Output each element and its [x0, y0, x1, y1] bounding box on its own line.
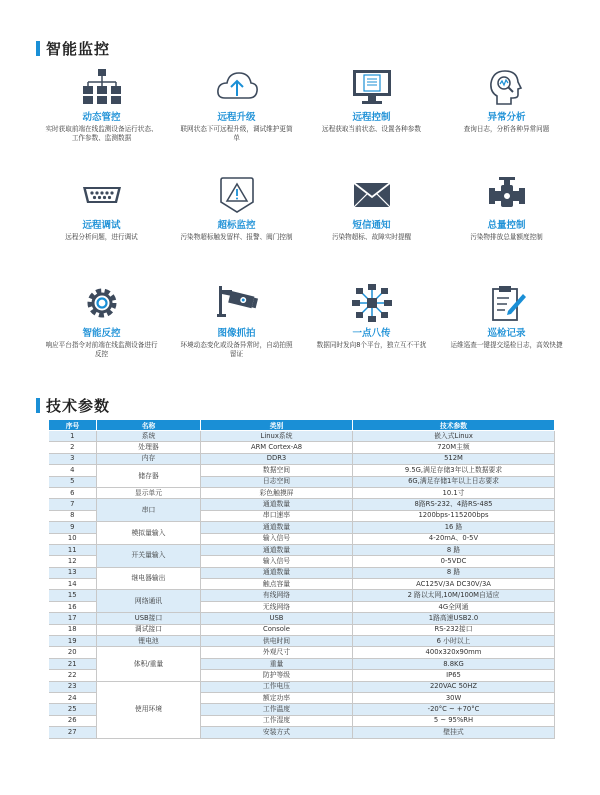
cell-no: 7	[49, 499, 97, 510]
monitor-document-icon	[346, 68, 398, 106]
cell-no: 27	[49, 727, 97, 738]
network-icon	[346, 284, 398, 322]
cell-value: 8 路	[353, 544, 555, 555]
cell-category: 输入信号	[201, 556, 353, 567]
table-row	[49, 431, 555, 442]
cell-category: 触点容量	[201, 579, 353, 590]
cell-category: 工作电压	[201, 681, 353, 692]
cell-category: 工作温度	[201, 704, 353, 715]
cell-name: 系统	[97, 431, 201, 442]
cell-name: 继电器输出	[97, 567, 201, 590]
cell-value: 220VAC 50HZ	[353, 681, 555, 692]
cell-name: USB接口	[97, 613, 201, 624]
cell-category: Linux系统	[201, 431, 353, 442]
cell-category: 彩色触摸屏	[201, 487, 353, 498]
feature-item	[169, 284, 304, 392]
cell-value: 16 路	[353, 522, 555, 533]
cell-category: 有线网络	[201, 590, 353, 601]
cell-value: 400x320x90mm	[353, 647, 555, 658]
feature-item	[169, 176, 304, 284]
feature-item	[34, 284, 169, 392]
feature-desc: 运维巡查一键提交巡检日志，高效快捷	[450, 341, 563, 349]
cell-no: 25	[49, 704, 97, 715]
cell-value: -20°C ~ +70°C	[353, 704, 555, 715]
cell-no: 1	[49, 431, 97, 442]
cell-no: 3	[49, 453, 97, 464]
table-row	[49, 499, 555, 510]
head-analysis-icon	[481, 68, 533, 106]
cell-category: Console	[201, 624, 353, 635]
cell-value: 2 路以太网,10M/100M自适应	[353, 590, 555, 601]
feature-desc: 实时获取前端在线监测设备运行状态、工作参数、监测数据	[45, 125, 158, 142]
cell-category: 无线网络	[201, 601, 353, 612]
feature-title: 远程调试	[82, 220, 121, 231]
cell-no: 26	[49, 715, 97, 726]
feature-title: 图像抓拍	[217, 328, 256, 339]
cell-no: 8	[49, 510, 97, 521]
feature-item	[439, 176, 574, 284]
title-accent-bar	[36, 41, 40, 56]
table-row	[49, 567, 555, 578]
cell-no: 16	[49, 601, 97, 612]
cell-category: 日志空间	[201, 476, 353, 487]
cell-no: 6	[49, 487, 97, 498]
table-header-row	[49, 420, 555, 431]
tree-structure-icon	[76, 68, 128, 106]
feature-title: 巡检记录	[487, 328, 526, 339]
cell-value: 8路RS-232、4路RS-485	[353, 499, 555, 510]
feature-title: 总量控制	[487, 220, 526, 231]
feature-title: 一点八传	[352, 328, 391, 339]
table-row	[49, 522, 555, 533]
monitoring-title-text: 智能监控	[46, 40, 111, 58]
cell-category: 数据空间	[201, 465, 353, 476]
feature-grid	[34, 68, 574, 392]
camera-icon	[211, 284, 263, 322]
feature-title: 动态管控	[82, 112, 121, 123]
cell-category: 串口速率	[201, 510, 353, 521]
cell-no: 18	[49, 624, 97, 635]
cell-category: 供电时间	[201, 636, 353, 647]
feature-title: 异常分析	[487, 112, 526, 123]
table-row	[49, 453, 555, 464]
cell-no: 14	[49, 579, 97, 590]
feature-desc: 查询日志，分析各种异常问题	[463, 125, 550, 133]
table-row	[49, 624, 555, 635]
cell-category: 通道数量	[201, 499, 353, 510]
specs-section-title	[36, 395, 110, 416]
feature-title: 短信通知	[352, 220, 391, 231]
warning-triangle-icon	[211, 176, 263, 214]
feature-item	[304, 284, 439, 392]
cell-name: 内存	[97, 453, 201, 464]
feature-desc: 远程获取当前状态、设置各种参数	[322, 125, 421, 133]
cell-value: 4-20mA、0-5V	[353, 533, 555, 544]
cell-name: 显示单元	[97, 487, 201, 498]
cell-value: 8 路	[353, 567, 555, 578]
cell-no: 23	[49, 681, 97, 692]
feature-desc: 污染物超标、故障实时提醒	[331, 233, 412, 241]
cell-category: DDR3	[201, 453, 353, 464]
feature-title: 智能反控	[82, 328, 121, 339]
cell-category: 重量	[201, 658, 353, 669]
cell-no: 13	[49, 567, 97, 578]
feature-item	[439, 284, 574, 392]
cell-no: 9	[49, 522, 97, 533]
cell-category: ARM Cortex-A8	[201, 442, 353, 453]
cloud-upload-icon	[211, 68, 263, 106]
cell-name: 模拟量输入	[97, 522, 201, 545]
cell-name: 处理器	[97, 442, 201, 453]
cell-value: 1路高速USB2.0	[353, 613, 555, 624]
cell-category: 输入信号	[201, 533, 353, 544]
serial-port-icon	[76, 176, 128, 214]
cell-no: 2	[49, 442, 97, 453]
monitoring-section-title	[36, 38, 110, 59]
cell-category: 通道数量	[201, 544, 353, 555]
feature-desc: 环境动态变化或设备异常时，自动拍照留证	[180, 341, 293, 358]
valve-icon	[481, 176, 533, 214]
cell-no: 4	[49, 465, 97, 476]
clipboard-pen-icon	[481, 284, 533, 322]
cell-no: 19	[49, 636, 97, 647]
title-accent-bar	[36, 398, 40, 413]
feature-item	[304, 68, 439, 176]
table-row	[49, 442, 555, 453]
table-row	[49, 681, 555, 692]
feature-item	[304, 176, 439, 284]
cell-name: 使用环境	[97, 681, 201, 738]
cell-value: 壁挂式	[353, 727, 555, 738]
feature-desc: 数据同时发向8个平台，独立互不干扰	[316, 341, 427, 349]
cell-value: 720M主频	[353, 442, 555, 453]
specs-title-text: 技术参数	[46, 397, 111, 415]
table-row	[49, 613, 555, 624]
cell-category: 通道数量	[201, 567, 353, 578]
table-row	[49, 465, 555, 476]
feature-item	[439, 68, 574, 176]
cell-value: RS-232接口	[353, 624, 555, 635]
feature-desc: 响应平台指令对前端在线监测设备进行反控	[45, 341, 158, 358]
feature-title: 超标监控	[217, 220, 256, 231]
cell-category: 安装方式	[201, 727, 353, 738]
feature-title: 远程升级	[217, 112, 256, 123]
cell-no: 11	[49, 544, 97, 555]
cell-category: 工作湿度	[201, 715, 353, 726]
cell-category: 外观尺寸	[201, 647, 353, 658]
cell-name: 网络通讯	[97, 590, 201, 613]
cell-no: 20	[49, 647, 97, 658]
cell-value: 6G,满足存储1年以上日志要求	[353, 476, 555, 487]
cell-value: 10.1寸	[353, 487, 555, 498]
cell-name: 锂电池	[97, 636, 201, 647]
feature-item	[169, 68, 304, 176]
table-row	[49, 590, 555, 601]
cell-name: 储存器	[97, 465, 201, 488]
cell-no: 22	[49, 670, 97, 681]
table-row	[49, 487, 555, 498]
cell-value: 5 ~ 95%RH	[353, 715, 555, 726]
cell-value: 1200bps-115200bps	[353, 510, 555, 521]
cell-no: 15	[49, 590, 97, 601]
feature-item	[34, 176, 169, 284]
cell-name: 串口	[97, 499, 201, 522]
header-category: 类别	[201, 420, 353, 431]
cell-value: 嵌入式Linux	[353, 431, 555, 442]
feature-desc: 污染物排放总量额度控制	[470, 233, 543, 241]
cell-value: 30W	[353, 692, 555, 703]
cell-value: 9.5G,满足存储3年以上数据要求	[353, 465, 555, 476]
cell-category: 通道数量	[201, 522, 353, 533]
table-row	[49, 636, 555, 647]
cell-category: 防护等级	[201, 670, 353, 681]
feature-desc: 远程分析问题，进行调试	[65, 233, 138, 241]
cell-name: 开关量输入	[97, 544, 201, 567]
cell-no: 24	[49, 692, 97, 703]
cell-value: IP65	[353, 670, 555, 681]
cell-value: 8.8KG	[353, 658, 555, 669]
feature-title: 远程控制	[352, 112, 391, 123]
feature-item	[34, 68, 169, 176]
cell-no: 21	[49, 658, 97, 669]
gear-icon	[76, 284, 128, 322]
cell-name: 体积/重量	[97, 647, 201, 681]
cell-name: 调试接口	[97, 624, 201, 635]
cell-value: 0-5VDC	[353, 556, 555, 567]
header-name: 名称	[97, 420, 201, 431]
cell-category: 额定功率	[201, 692, 353, 703]
table-row	[49, 647, 555, 658]
cell-no: 10	[49, 533, 97, 544]
envelope-icon	[346, 176, 398, 214]
header-no: 序号	[49, 420, 97, 431]
spec-table	[48, 419, 555, 739]
cell-no: 12	[49, 556, 97, 567]
header-value: 技术参数	[353, 420, 555, 431]
cell-no: 5	[49, 476, 97, 487]
cell-value: AC125V/3A DC30V/3A	[353, 579, 555, 590]
table-row	[49, 544, 555, 555]
feature-desc: 联网状态下可远程升级，调试维护更简单	[180, 125, 293, 142]
cell-value: 4G全网通	[353, 601, 555, 612]
cell-value: 512M	[353, 453, 555, 464]
cell-category: USB	[201, 613, 353, 624]
cell-value: 6 小时以上	[353, 636, 555, 647]
feature-desc: 污染物超标触发留样、报警、阀门控制	[180, 233, 293, 241]
cell-no: 17	[49, 613, 97, 624]
